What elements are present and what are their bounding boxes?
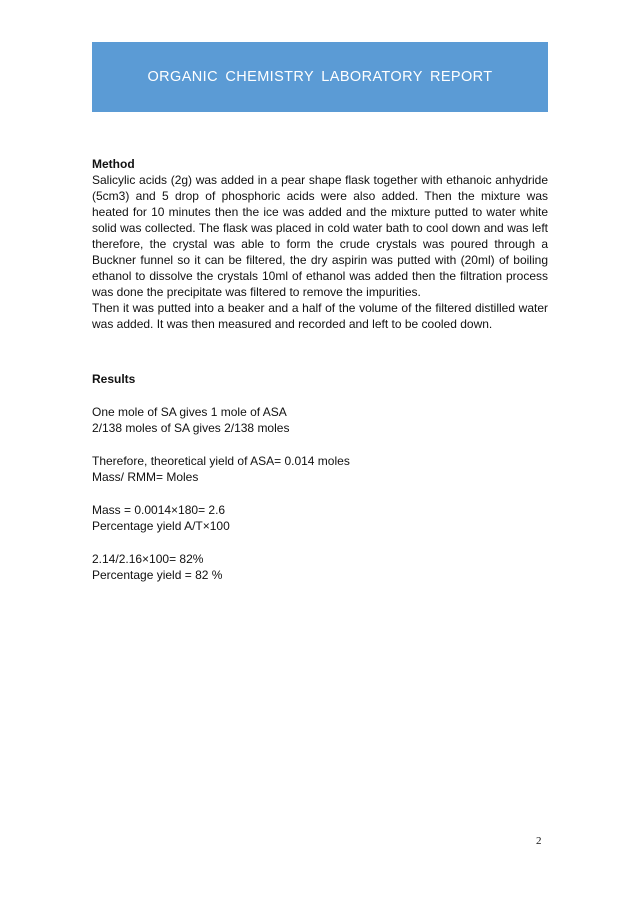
report-body [92,156,548,583]
spacer [92,485,548,502]
title-banner [92,42,548,112]
result-line: Mass/ RMM= Moles [92,470,199,484]
result-line: 2.14/2.16×100= 82% [92,552,204,566]
method-heading: Method [92,157,135,171]
method-paragraph-2: Then it was putted into a beaker and a half of the volume of the filtered distilled water was added. It was then measured and recorded and left to be cooled down. [92,301,548,331]
result-line: One mole of SA gives 1 mole of ASA [92,405,287,419]
spacer [92,436,548,453]
results-heading: Results [92,372,136,386]
method-paragraph-1: Salicylic acids (2g) was added in a pear shape flask together with ethanoic anhydride (5cm3) and 5 drop of phosphoric acids were also added. Then the mixture was heated for 10 minutes then the ice was added and the mixture putted to water white solid was collected. The flask was placed in cold water bath to cool down and was left therefore, the crystal was able to form the crude crystals was poured through a Buckner funnel so it can be filtered, the dry aspirin was putted with (20ml) of boiling ethanol to dissolve the crystals 10ml of ethanol was added then the filtration process was done the precipitate was filtered to remove the impurities. [92,173,548,299]
spacer [92,387,548,404]
report-title: ORGANIC CHEMISTRY LABORATORY REPORT [147,69,493,85]
result-line: Mass = 0.0014×180= 2.6 [92,503,226,517]
result-line: Therefore, theoretical yield of ASA= 0.014 moles [92,454,350,468]
page-number: 2 [536,835,542,847]
spacer [92,534,548,551]
result-line: Percentage yield A/T×100 [92,519,230,533]
result-line: 2/138 moles of SA gives 2/138 moles [92,421,290,435]
result-line: Percentage yield = 82 % [92,568,223,582]
